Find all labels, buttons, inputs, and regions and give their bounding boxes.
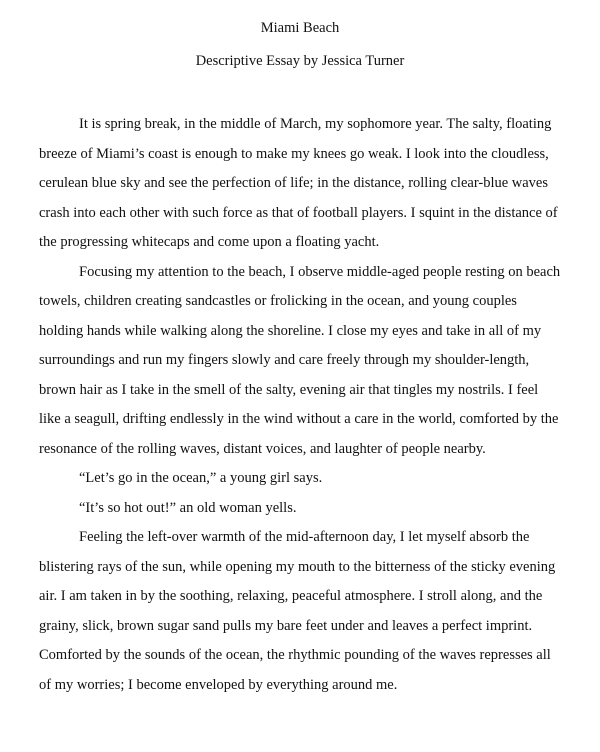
paragraph-1: It is spring break, in the middle of March, my sophomore year. The salty, floating breeze of Miami’s coast is enough to make my knees go weak. I look into the cloudless, cerulean blue sky and see the perfection of life; in the distance, rolling clear-blue waves crash into each other with such force as that of football players. I squint in the distance of the progressing whitecaps and come upon a floating yacht. bbox=[39, 116, 558, 250]
essay-byline: Descriptive Essay by Jessica Turner bbox=[195, 53, 405, 69]
paragraph-3: Feeling the left-over warmth of the mid-afternoon day, I let myself absorb the blistering rays of the sun, while opening my mouth to the bitterness of the sticky evening air. I am taken in by the soothing, relaxing, peaceful atmosphere. I stroll along, and the grainy, slick, brown sugar sand pulls my bare feet under and leaves a perfect imprint. Comforted by the sounds of the ocean, the rhythmic pounding of the waves represses all of my worries; I become enveloped by everything around me. bbox=[39, 529, 556, 693]
dialogue-line-1: “Let’s go in the ocean,” a young girl says. bbox=[79, 470, 323, 486]
page-title: Miami Beach bbox=[260, 20, 340, 36]
dialogue-line-2: “It’s so hot out!” an old woman yells. bbox=[79, 499, 297, 516]
essay-body bbox=[39, 110, 563, 700]
paragraph-2: Focusing my attention to the beach, I observe middle-aged people resting on beach towels, children creating sandcastles or frolicking in the ocean, and young couples holding hands while walking along the shoreline. I close my eyes and take in all of my surroundings and run my fingers slowly and care freely through my shoulder-length, brown hair as I take in the smell of the salty, evening air that tingles my nostrils. I feel like a seagull, drifting endlessly in the wind without a care in the world, comforted by the resonance of the rolling waves, distant voices, and laughter of people nearby. bbox=[39, 263, 561, 457]
